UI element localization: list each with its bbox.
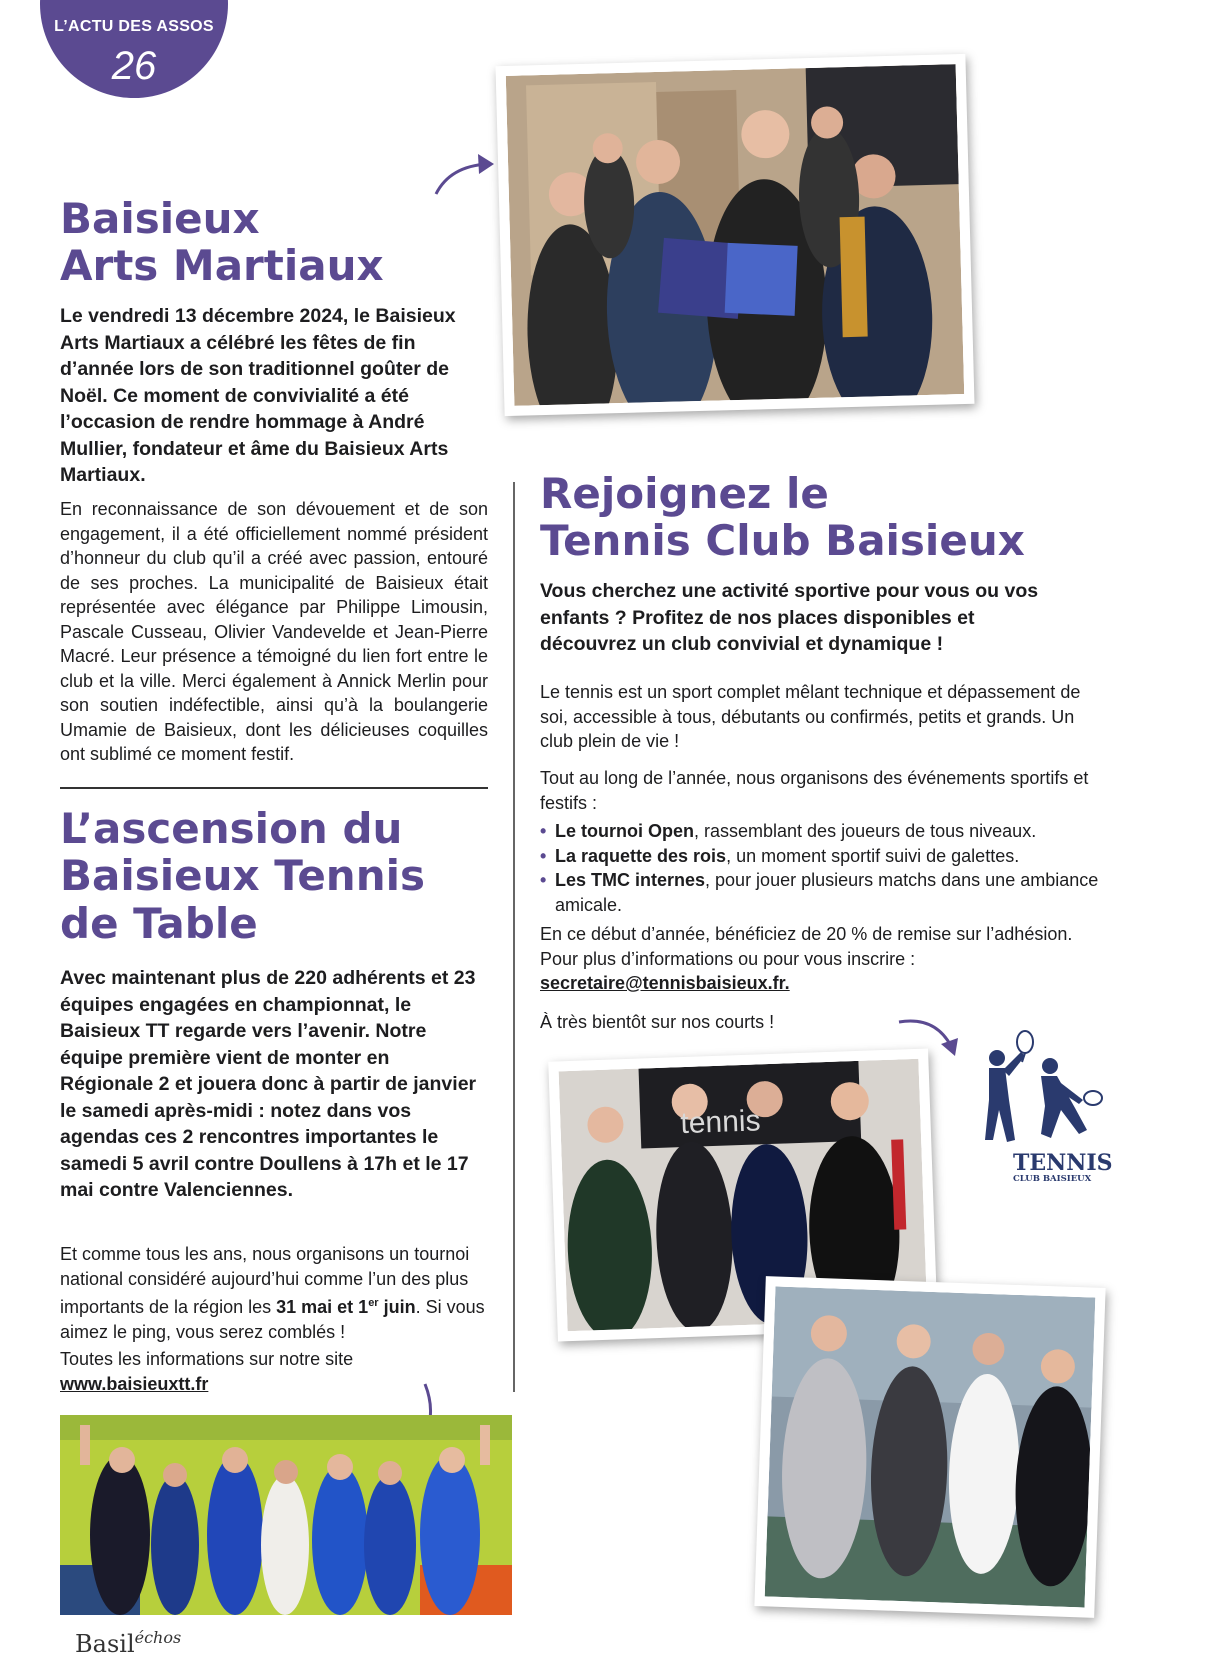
table-tennis-title xyxy=(60,805,490,947)
table-tennis-lead: Avec maintenant plus de 220 adhérents et 23 équipes engagées en championnat, le Baisieux TT regarde vers l’avenir. Notre équipe première vient de monter en Régionale 2 et jouera donc à partir de janvier le samedi après-midi : notez dans vos agendas ces 2 rencontres importantes le samedi 5 avril contre Doullens à 17h et le 17 mai contre Valenciennes. xyxy=(60,967,477,1201)
table-tennis-title-line2: Baisieux Tennis xyxy=(60,851,425,901)
bullet-icon: • xyxy=(540,870,547,890)
tennis-club-lead: Vous cherchez une activité sportive pour vous ou vos enfants ? Profitez de nos places disponibles et découvrez un club convivial et dynamique ! xyxy=(540,580,1039,655)
footer-brand-a: Basil xyxy=(75,1630,135,1658)
tennis-club-para2: Tout au long de l’année, nous organisons des événements sportifs et festifs : xyxy=(540,768,1089,813)
event-description: , rassemblant des joueurs de tous niveaux. xyxy=(694,821,1037,841)
table-tennis-title-line1: L’ascension du xyxy=(60,804,403,853)
table-tennis-body xyxy=(60,1242,492,1344)
table-tennis-team-photo xyxy=(60,1415,512,1615)
contact-text: Pour plus d’informations ou pour vous inscrire : xyxy=(540,948,916,969)
tennis-players-icon xyxy=(975,1030,1105,1155)
martiaux-title-line2: Arts Martiaux xyxy=(60,241,384,291)
event-description: , pour jouer plusieurs matchs dans une ambiance amicale. xyxy=(555,870,1099,915)
section-label: L’ACTU DES ASSOS xyxy=(54,18,214,35)
table-tennis-body-end: . Si vous aimez le ping, vous serez comblés ! xyxy=(60,1297,485,1342)
logo-text-main: TENNIS xyxy=(1013,1150,1113,1176)
martiaux-lead: Le vendredi 13 décembre 2024, le Baisieux Arts Martiaux a célébré les fêtes de fin d’année lors de son traditionnel goûter de Noël. Ce moment de convivialité a été l’occasion de rendre hommage à André Mullier, fondateur et âme du Baisieux Arts Martiaux. xyxy=(60,305,456,486)
table-tennis-body-text: Et comme tous les ans, nous organisons un tournoi national considéré aujourd’hui comme l’un des plus importants de la région les xyxy=(60,1244,470,1317)
tournament-dates: 31 mai et 1er juin xyxy=(276,1297,416,1317)
tennis-club-events xyxy=(540,766,1100,917)
bullet-icon: • xyxy=(540,845,547,866)
event-name: Le tournoi Open xyxy=(555,821,694,841)
events-list xyxy=(540,819,1100,917)
email-link[interactable]: secretaire@tennisbaisieux.fr. xyxy=(540,973,790,993)
footer-brand xyxy=(75,1628,181,1658)
section-divider xyxy=(60,787,488,789)
photo-sign-text: tennis xyxy=(679,1104,762,1141)
website-link[interactable]: www.baisieuxtt.fr xyxy=(60,1373,209,1394)
discount-text: En ce début d’année, bénéficiez de 20 % de remise sur l’adhésion. xyxy=(540,924,1073,944)
event-name: Les TMC internes xyxy=(555,870,706,890)
tennis-club-logo xyxy=(975,1030,1113,1190)
bullet-icon: • xyxy=(540,821,547,841)
page-number: 26 xyxy=(111,44,157,88)
event-item xyxy=(540,844,1100,869)
footer-brand-b: échos xyxy=(134,1628,182,1647)
martial-arts-photo xyxy=(495,54,974,416)
tennis-club-para1: Le tennis est un sport complet mêlant technique et dépassement de soi, accessible à tous, débutants ou confirmés, petits et grands. Un club plein de vie ! xyxy=(540,682,1081,751)
tennis-club-para3 xyxy=(540,922,1110,996)
tennis-club-title-line1: Rejoignez le xyxy=(540,469,829,518)
martiaux-body: En reconnaissance de son dévouement et de son engagement, il a été officiellement nommé président d’honneur du club qu’il a créé avec passion, entouré de ses proches. La municipalité de Baisieux était représentée avec élégance par Philippe Limousin, Pascale Cusseau, Olivier Vandevelde et Jean-Pierre Macré. Leur présence a témoigné du lien fort entre le club et la ville. Merci également à Annick Merlin pour son soutien indéfectible, ainsi qu’à la boulangerie Umamie de Baisieux, dont les délicieuses coquilles ont sublimé ce moment festif. xyxy=(60,499,488,764)
table-tennis-title-line3: de Table xyxy=(60,898,258,948)
martiaux-title xyxy=(60,195,480,290)
arrow-icon xyxy=(430,150,500,200)
martiaux-title-line1: Baisieux xyxy=(60,194,260,243)
event-name: La raquette des rois xyxy=(555,845,727,866)
tennis-photo-2 xyxy=(754,1276,1105,1618)
event-item xyxy=(540,868,1100,917)
column-divider xyxy=(513,482,515,1392)
tennis-club-title xyxy=(540,470,1100,565)
logo-text-sub: CLUB BAISIEUX xyxy=(1013,1174,1092,1184)
info-text: Toutes les informations sur notre site xyxy=(60,1349,354,1369)
event-description: , un moment sportif suivi de galettes. xyxy=(726,845,1020,866)
tennis-club-closing: À très bientôt sur nos courts ! xyxy=(540,1012,775,1032)
tennis-club-title-line2: Tennis Club Baisieux xyxy=(540,516,1025,566)
event-item xyxy=(540,819,1100,844)
